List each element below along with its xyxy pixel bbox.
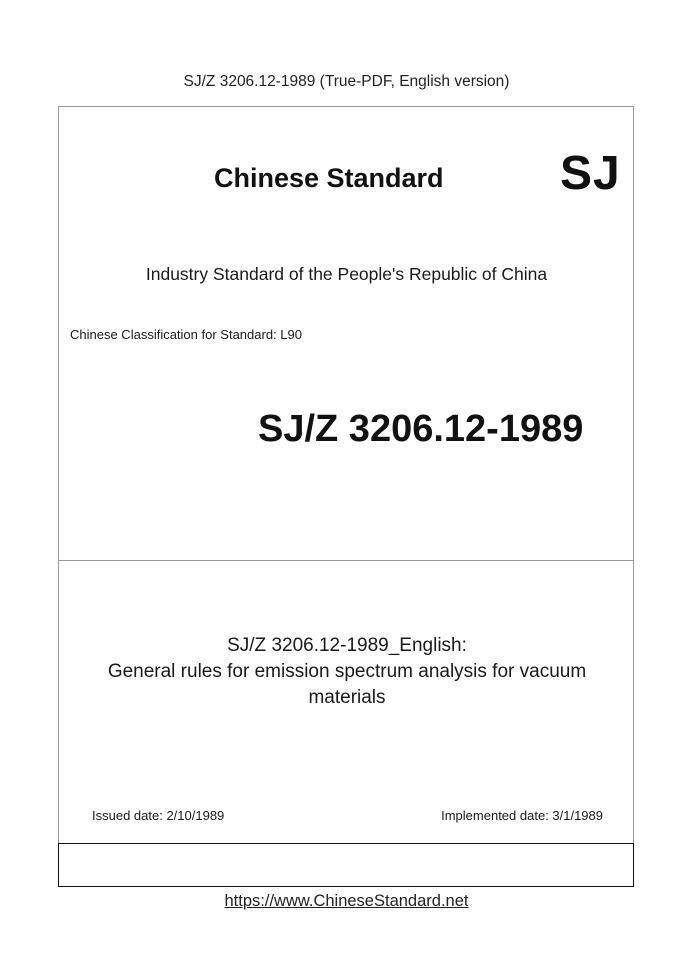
issued-date: Issued date: 2/10/1989	[92, 808, 225, 823]
standard-mark: SJ	[560, 147, 621, 200]
standard-number: SJ/Z 3206.12-1989	[258, 408, 584, 450]
running-header: SJ/Z 3206.12-1989 (True-PDF, English version)	[183, 73, 510, 90]
document-title	[64, 633, 630, 711]
implemented-date: Implemented date: 3/1/1989	[441, 808, 603, 823]
cover-bottom-panel	[58, 843, 634, 887]
website-link[interactable]: https://www.ChineseStandard.net	[224, 892, 469, 910]
cover-title: Chinese Standard	[214, 163, 444, 193]
document-title-line: materials	[308, 687, 386, 708]
document-title-line: SJ/Z 3206.12-1989_English:	[227, 635, 467, 656]
document-title-line: General rules for emission spectrum analysis for vacuum	[107, 661, 587, 682]
classification-line: Chinese Classification for Standard: L90	[70, 327, 302, 342]
footer	[0, 892, 693, 911]
industry-line: Industry Standard of the People's Republic of China	[145, 264, 548, 284]
